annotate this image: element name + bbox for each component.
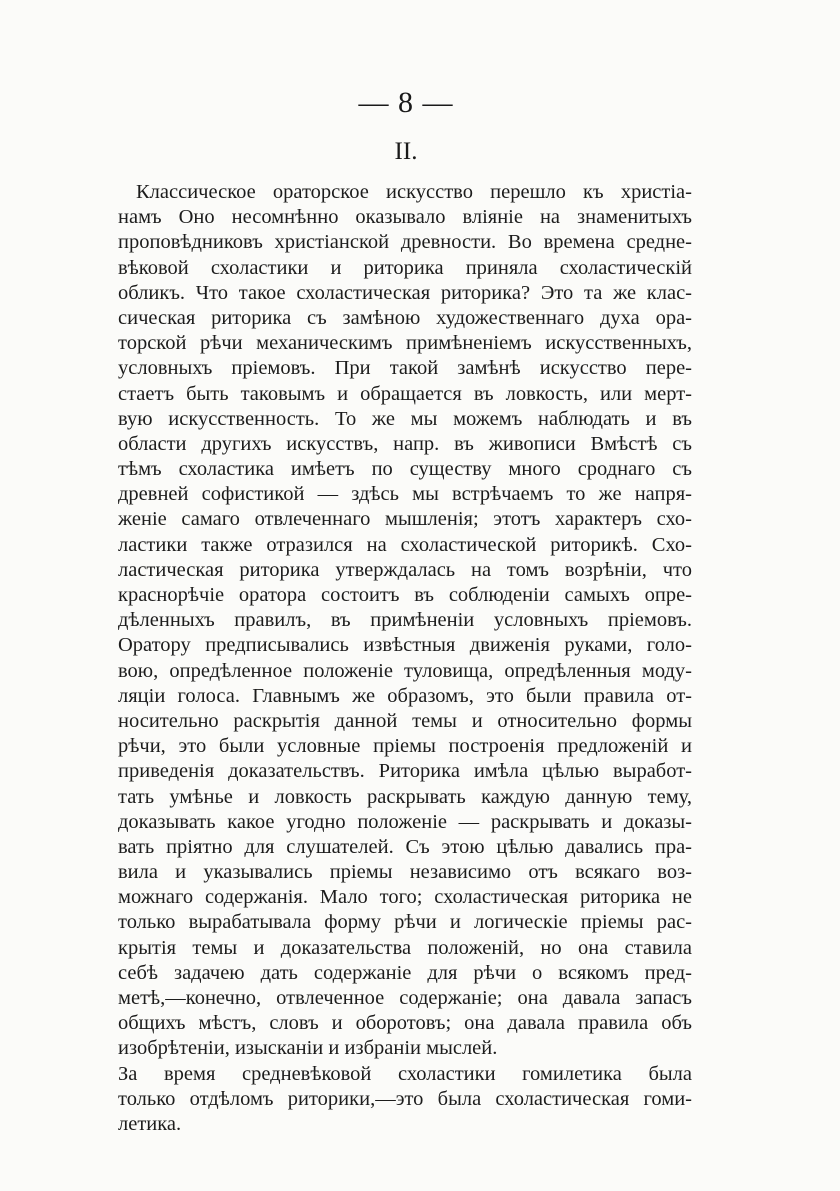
text-line: приведенія доказательствъ. Риторика имѣла цѣлью выработ- <box>118 760 692 783</box>
text-line: себѣ задачею дать содержаніе для рѣчи о всякомъ пред- <box>118 961 692 984</box>
text-line: ластики также отразился на схоластической риторикѣ. Схо- <box>118 533 692 556</box>
text-line: рѣчи, это были условные пріемы построенія предложеній и <box>118 735 692 758</box>
paragraph-2 <box>118 1062 692 1138</box>
text-line: стаетъ быть таковымъ и обращается въ ловкость, или мерт- <box>118 382 692 405</box>
text-line: вую искусственность. То же мы можемъ наблюдать и въ <box>118 407 692 430</box>
text-line: сическая риторика съ замѣною художественнаго духа ора- <box>118 306 692 329</box>
text-line: летика. <box>118 1112 182 1135</box>
text-line: вою, опредѣленное положеніе туловища, опредѣленныя моду- <box>118 659 692 682</box>
text-line: вила и указывались пріемы независимо отъ всякаго воз- <box>118 861 692 884</box>
text-line: намъ Оно несомнѣнно оказывало вліяніе на знаменитыхъ <box>118 206 692 229</box>
text-line: ляціи голоса. Главнымъ же образомъ, это были правила от- <box>118 684 692 707</box>
text-line: только отдѣломъ риторики,—это была схоластическая гоми- <box>118 1087 692 1110</box>
text-line: вѣковой схоластики и риторика приняла схоластическій <box>118 256 692 279</box>
text-line: условныхъ пріемовъ. При такой замѣнѣ искусство пере- <box>118 357 692 380</box>
text-line: древней софистикой — здѣсь мы встрѣчаемъ то же напря- <box>118 483 692 506</box>
text-line: носительно раскрытія данной темы и относительно формы <box>118 709 692 732</box>
text-line: обликъ. Что такое схоластическая риторика? Это та же клас- <box>118 281 692 304</box>
text-line: доказывать какое угодно положеніе — раскрывать и доказы- <box>118 810 692 833</box>
body-text <box>118 180 692 1137</box>
text-line: краснорѣчіе оратора состоитъ въ соблюденіи самыхъ опре- <box>118 584 692 606</box>
text-line: общихъ мѣстъ, словъ и оборотовъ; она давала правила объ <box>118 1012 692 1035</box>
page-number: — 8 — <box>358 86 454 119</box>
text-line: можнаго содержанія. Мало того; схоластическая риторика не <box>118 886 692 909</box>
text-line: изобрѣтеніи, изысканіи и избраніи мыслей. <box>118 1037 498 1060</box>
text-line: женіе самаго отвлеченнаго мышленія; этотъ характеръ схо- <box>118 508 692 531</box>
text-line: тѣмъ схоластика имѣетъ по существу много сроднаго съ <box>118 458 692 481</box>
text-line: крытія темы и доказательства положеній, но она ставила <box>118 936 692 959</box>
text-line: тать умѣнье и ловкость раскрывать каждую данную тему, <box>118 785 692 808</box>
text-line: За время средневѣковой схоластики гомилетика была <box>118 1062 692 1085</box>
text-line: области другихъ искусствъ, напр. въ живописи Вмѣстѣ съ <box>118 432 692 455</box>
text-line: метѣ,—конечно, отвлеченное содержаніе; она давала запасъ <box>118 987 692 1009</box>
section-heading: II. <box>394 138 418 165</box>
text-line: только вырабатывала форму рѣчи и логическіе пріемы рас- <box>118 911 692 934</box>
text-line: Оратору предписывались извѣстныя движенія руками, голо- <box>118 634 692 657</box>
text-line: вать пріятно для слушателей. Съ этою цѣлью давались пра- <box>118 835 692 858</box>
paragraph-1 <box>118 180 692 1062</box>
text-line: Классическое ораторское искусство перешло къ христіа- <box>136 181 692 203</box>
text-line: торской рѣчи механическимъ примѣненіемъ искусственныхъ, <box>118 332 692 355</box>
text-line: ластическая риторика утверждалась на томъ возрѣніи, что <box>118 558 692 581</box>
text-line: дѣленныхъ правилъ, въ примѣненіи условныхъ пріемовъ. <box>118 609 692 632</box>
text-line: проповѣдниковъ христіанской древности. Во времена средне- <box>118 231 692 254</box>
